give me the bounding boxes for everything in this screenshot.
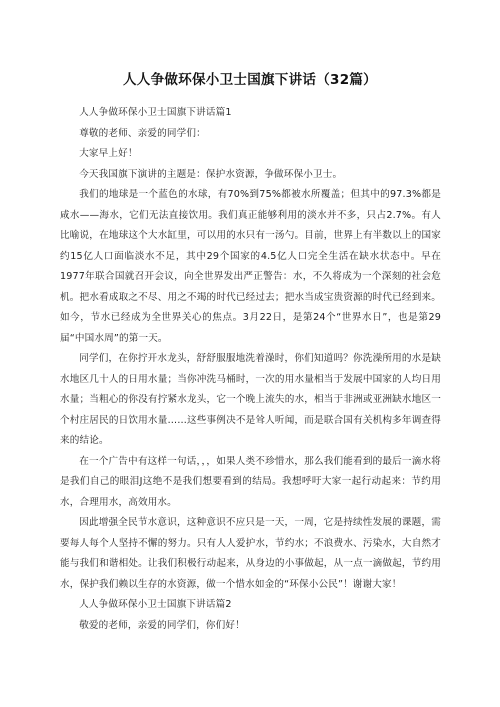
speech-topic: 今天我国旗下演讲的主题是：保护水资源，争做环保小卫士。 [79,168,343,180]
body-paragraph: 我们的地球是一个蓝色的水球，有70%到75%都被水所覆盖；但其中的97.3%都是咸水——海水，它们无法直接饮用。我们真正能够利用的淡水并不多，只占2.7%。有人比喻说，在地球这个大水缸里，可以用的水只有一汤勺。目前，世界上有半数以上的国家约15亿人口面临淡水不足，其中29个国家的4.5亿人口完全生活在缺水状态中。早在1977年联合国就召开会议，向全世界发出严正警告：水，不久将成为一个深刻的社会危机。把水看成取之不尽、用之不竭的时代已经过去；把水当成宝贵资源的时代已经到来。如今，节水已经成为全世界关心的焦点。3月22日，是第24个“世界水日”，也是第29届“中国水周”的第一天。 [60,189,441,344]
body-paragraph: 同学们，在你拧开水龙头，舒舒服服地洗着澡时，你们知道吗？你洗澡所用的水是缺水地区几十人的日用水量；当你冲洗马桶时，一次的用水量相当于发展中国家的人均日用水量；当粗心的你没有拧紧水龙头，它一个晚上流失的水，相当于非洲或亚洲缺水地区一个村庄居民的日饮用水量……这些事例决不是耸人听闻，而是联合国有关机构多年调查得来的结论。 [60,353,441,446]
document-body [60,103,441,636]
document-title: 人人争做环保小卫士国旗下讲话（32篇） [123,72,377,88]
salutation: 敬爱的老师，亲爱的同学们，你们好！ [79,619,245,631]
body-paragraph: 因此增强全民节水意识，这种意识不应只是一天，一周，它是持续性发展的课题，需要每人每个人坚持不懈的努力。只有人人爱护水，节约水；不浪费水、污染水，大自然才能与我们和谐相处。让我们积极行动起来，从身边的小事做起，从一点一滴做起，节约用水，保护我们赖以生存的水资源，做一个惜水如金的“环保小公民”！谢谢大家！ [60,517,441,590]
greeting: 大家早上好！ [79,148,138,159]
body-paragraph: 在一个广告中有这样一句话，，，如果人类不珍惜水，那么我们能看到的最后一滴水将是我们自己的眼泪J这绝不是我们想要看到的结局。我想呼吁大家一起行动起来：节约用水，合理用水，高效用水。 [60,455,441,508]
section-heading: 人人争做环保小卫士国旗下讲话篇2 [79,599,232,610]
section-heading: 人人争做环保小卫士国旗下讲话篇1 [79,107,232,118]
salutation: 尊敬的老师、亲爱的同学们： [79,127,206,139]
